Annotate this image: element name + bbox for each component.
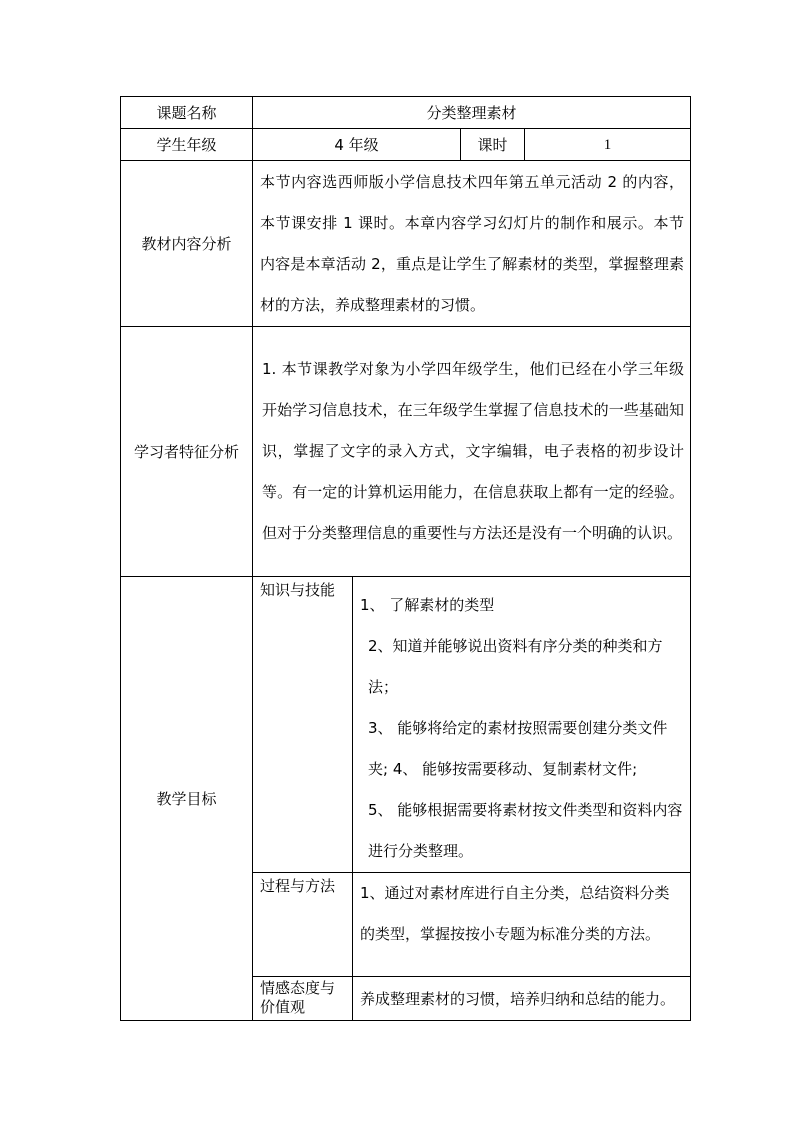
process-methods-text: 1、通过对素材库进行自主分类，总结资料分类的类型，掌握按按小专题为标准分类的方法。 — [360, 884, 670, 943]
grade-value: 4 年级 — [253, 129, 461, 161]
period-value: 1 — [525, 129, 691, 161]
emotion-values-text: 养成整理素材的习惯，培养归纳和总结的能力。 — [360, 989, 676, 1008]
learner-analysis-text: 1. 本节课教学对象为小学四年级学生，他们已经在小学三年级开始学习信息技术，在三年级学生掌握了信息技术的一些基础知识，掌握了文字的录入方式，文字编辑，电子表格的初步设计等。有一定的计算机运用能力，在信息获取上都有一定的经验。但对于分类整理信息的重要性与方法还是没有一个明确的认识。 — [262, 360, 685, 542]
row-goals-knowledge — [121, 577, 691, 873]
material-analysis-label: 教材内容分析 — [121, 161, 253, 327]
knowledge-item-4: 5、 能够根据需要将素材按文件类型和资料内容进行分类整理。 — [368, 801, 683, 860]
knowledge-item-1: 1、 了解素材的类型 — [360, 596, 495, 614]
lesson-plan-table — [120, 96, 691, 1021]
row-lesson-title — [121, 97, 691, 129]
row-material-analysis — [121, 161, 691, 327]
teaching-goals-label: 教学目标 — [121, 577, 253, 1021]
grade-label: 学生年级 — [121, 129, 253, 161]
material-analysis-text: 本节内容选西师版小学信息技术四年第五单元活动 2 的内容，本节课安排 1 课时。本章内容学习幻灯片的制作和展示。本节内容是本章活动 2，重点是让学生了解素材的类型，掌握整理素材的方法，养成整理素材的习惯。 — [260, 172, 685, 314]
process-methods-label: 过程与方法 — [253, 873, 353, 977]
knowledge-skills-label: 知识与技能 — [253, 577, 353, 873]
row-grade — [121, 129, 691, 161]
lesson-title-label: 课题名称 — [121, 97, 253, 129]
lesson-title-value: 分类整理素材 — [253, 97, 691, 129]
emotion-values-label: 情感态度与价值观 — [253, 977, 353, 1021]
learner-analysis-label: 学习者特征分析 — [121, 327, 253, 577]
period-label: 课时 — [461, 129, 525, 161]
knowledge-item-2: 2、知道并能够说出资料有序分类的种类和方法； — [368, 637, 663, 696]
row-learner-analysis — [121, 327, 691, 577]
knowledge-item-3: 3、 能够将给定的素材按照需要创建分类文件夹; 4、 能够按需要移动、复制素材文件; — [368, 719, 668, 778]
